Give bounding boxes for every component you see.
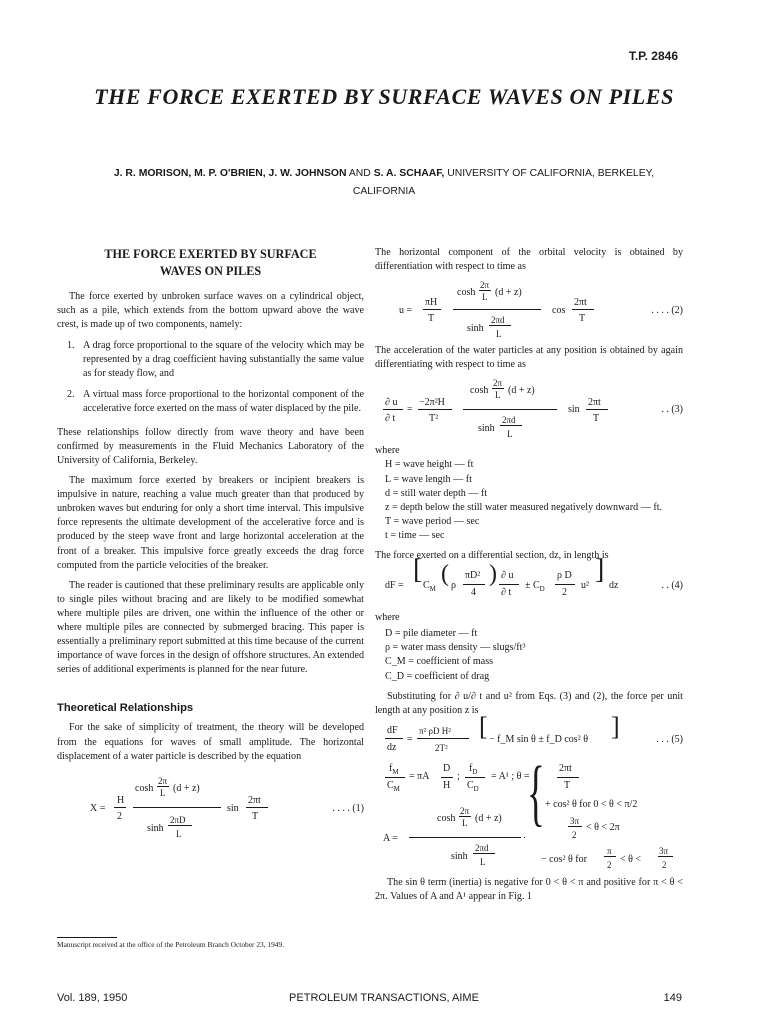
equation-1 xyxy=(57,774,364,844)
eq3-sin: sin xyxy=(568,404,580,416)
eq2-twopid: 2πd xyxy=(491,315,505,326)
eq3-l: L xyxy=(495,390,501,401)
footer-page-number: 149 xyxy=(663,992,682,1004)
eq2-cosh: cosh xyxy=(457,287,476,299)
footer-volume: Vol. 189, 1950 xyxy=(57,992,128,1004)
list-item xyxy=(67,388,364,416)
eq2-l2: L xyxy=(496,329,502,340)
eq1-sin: sin xyxy=(227,802,239,814)
eq4-bracket-open: [ xyxy=(413,554,423,586)
eq2-lhs: u = xyxy=(399,305,413,317)
eq3-sinh: sinh xyxy=(478,423,495,435)
definition-item: t = time — sec xyxy=(385,529,445,541)
eq7-brace: { xyxy=(527,751,545,834)
eq5-bracket-close: ] xyxy=(611,711,620,741)
author-affiliation: UNIVERSITY OF CALIFORNIA, BERKELEY, xyxy=(447,168,655,179)
definition-item: C_M = coefficient of mass xyxy=(385,656,494,668)
section-heading-line-2: WAVES ON PILES xyxy=(159,264,262,278)
eq3-cosh: cosh xyxy=(470,385,489,397)
eq6-rest: = A¹ ; θ = xyxy=(491,770,530,782)
eq2-pih: πH xyxy=(425,297,438,309)
eq2-cos: cos xyxy=(552,305,566,317)
paper-number: T.P. 2846 xyxy=(628,49,678,63)
eq1-l: L xyxy=(160,787,166,798)
eq7-l2: L xyxy=(480,856,486,867)
eq4-dt: ∂ t xyxy=(501,587,512,599)
definition-item: d = still water depth — ft xyxy=(385,487,488,499)
eq2-twopit: 2πt xyxy=(574,297,587,309)
equation-7: A = cosh 2π L (d + z) sinh 2πd L · { + cos² θ for 0 < θ < π/2 3π 2 < θ < 2π − cos² θ for π 2 < θ < 3π 2 xyxy=(375,798,683,874)
eq7-twopi: 2π xyxy=(460,805,470,816)
section-heading xyxy=(57,246,364,280)
author-and: AND xyxy=(348,168,371,179)
list-text: A drag force proportional to the square of the velocity which may be represented by a drag coefficient having substantially the same value as for steady flow, and xyxy=(83,340,364,380)
component-list xyxy=(57,339,364,415)
equation-6: $f_M$ $C_M$ = πA D H ; $f_D$ $C_D$ = A¹ ; θ = 2πt T xyxy=(375,762,683,796)
variable-definitions-2 xyxy=(375,627,683,683)
eq6-pia: = πA xyxy=(409,770,430,782)
where-label-2: where xyxy=(375,612,400,624)
eq3-du: ∂ u xyxy=(385,397,398,409)
eq7-case-2-num: 3π xyxy=(570,815,580,826)
eq5-number: . . . (5) xyxy=(656,733,683,745)
eq4-pid2: πD² xyxy=(465,570,481,582)
eq1-cosh: cosh xyxy=(135,782,154,794)
eq4-cd: ± $C_D$ xyxy=(525,580,545,594)
author-names: J. R. MORISON, M. P. O'BRIEN, J. W. JOHNSON xyxy=(113,168,347,179)
eq1-number: . . . . (1) xyxy=(332,802,364,814)
equation-2 xyxy=(375,278,683,340)
paragraph-acceleration: The acceleration of the water particles at any position is obtained by again differentiating with respect to time as xyxy=(375,345,683,371)
where-label: where xyxy=(375,445,400,457)
eq2-t: T xyxy=(428,313,435,325)
eq7-case-3-pi: π xyxy=(607,845,612,856)
eq4-number: . . (4) xyxy=(661,580,683,592)
definition-item: L = wave length — ft xyxy=(385,473,472,485)
eq2-number: . . . . (2) xyxy=(651,305,683,317)
eq3-t: T xyxy=(593,413,600,425)
paragraph-sin-term: The sin θ term (inertia) is negative for 0 < θ < π and positive for π < θ < 2π. Values of A and A¹ appear in Fig. 1 xyxy=(375,876,683,902)
footer-journal: PETROLEUM TRANSACTIONS, AIME xyxy=(289,992,479,1004)
definition-item: C_D = coefficient of drag xyxy=(385,670,490,682)
eq3-twopid: 2πd xyxy=(502,415,516,426)
list-number: 2. xyxy=(67,388,75,400)
eq4-four: 4 xyxy=(471,587,476,599)
paragraph-relationships: These relationships follow directly from wave theory and have been confirmed by measurements in the Fluid Mechanics Laboratory of the University of California, Berkeley. xyxy=(57,426,364,466)
eq7-sinh: sinh xyxy=(451,850,468,862)
eq3-twopit: 2πt xyxy=(588,397,601,409)
paper-title: THE FORCE EXERTED BY SURFACE WAVES ON PILES xyxy=(94,84,674,109)
definition-item: T = wave period — sec xyxy=(385,515,480,527)
eq3-number: . . (3) xyxy=(661,404,683,416)
eq4-two: 2 xyxy=(562,587,567,599)
eq2-t2: T xyxy=(579,313,586,325)
author-last: S. A. SCHAAF, xyxy=(373,168,445,179)
eq7-twopid: 2πd xyxy=(475,842,489,853)
list-item xyxy=(67,339,364,381)
eq6-fd: $f_D$ xyxy=(469,762,478,776)
eq1-t: T xyxy=(252,810,259,822)
list-number: 1. xyxy=(67,340,75,352)
paragraph-theory: For the sake of simplicity of treatment, the theory will be developed from the equations for waves of small amplitude. The horizontal displacement of a water particle is described by the equation xyxy=(57,722,364,762)
eq6-t: T xyxy=(564,779,571,791)
definition-item: z = depth below the still water measured negatively downward — ft. xyxy=(385,501,663,513)
eq7-case-3-3pi: 3π xyxy=(659,845,669,856)
definition-item: H = wave height — ft xyxy=(385,459,474,471)
eq4-du: ∂ u xyxy=(501,570,514,582)
paragraph-intro: The force exerted by unbroken surface waves on a cylindrical object, such as a pile, which extends from the bottom upward above the wave crest, is made up of two components, namely: xyxy=(57,291,364,331)
definition-item: ρ = water mass density — slugs/ft³ xyxy=(385,642,526,654)
equation-3 xyxy=(375,376,683,440)
eq4-rho: ρ xyxy=(451,580,456,592)
eq5-denominator: 2T² xyxy=(435,742,448,753)
left-column xyxy=(57,246,364,844)
equation-5: dF dz = π² ρD H² 2T² [ − f_M sin θ ± f_D cos² θ ] . . . (5) xyxy=(375,722,683,760)
eq3-twopi: 2π xyxy=(493,378,503,389)
definition-item: D = pile diameter — ft xyxy=(385,628,478,640)
eq4-u2: u² xyxy=(581,580,589,592)
eq1-h: H xyxy=(117,794,125,806)
eq4-paren-open: ( xyxy=(441,561,449,588)
eq5-dz: dz xyxy=(387,741,397,753)
list-text: A virtual mass force proportional to the horizontal component of the accelerative force exerted on the mass of water displaced by the pile. xyxy=(83,388,364,414)
eq7-dz: (d + z) xyxy=(475,812,502,824)
eq6-twopit: 2πt xyxy=(559,762,572,774)
eq6-h: H xyxy=(443,779,451,791)
eq7-case-3-two: 2 xyxy=(607,859,612,870)
eq4-paren-close: ) xyxy=(489,561,497,588)
eq1-two: 2 xyxy=(117,810,122,822)
eq7-cosh: cosh xyxy=(437,812,456,824)
eq7-l: L xyxy=(462,817,468,828)
eq1-l2: L xyxy=(176,828,182,839)
eq4-dz: dz xyxy=(609,580,619,592)
eq2-l: L xyxy=(482,292,488,303)
author-block xyxy=(60,165,708,201)
author-affiliation-2: CALIFORNIA xyxy=(352,186,416,197)
footnote: Manuscript received at the office of the Petroleum Branch October 23, 1949. xyxy=(57,940,285,949)
paragraph-differential: The force exerted on a differential section, dz, in length is xyxy=(375,550,609,562)
eq4-lhs: dF = xyxy=(385,580,404,592)
eq7-case-1: + cos² θ for 0 < θ < π/2 xyxy=(545,798,638,810)
eq7-case-3-ineq: < θ < xyxy=(620,853,642,865)
eq4-cm: $C_M$ xyxy=(423,580,436,594)
eq6-d: D xyxy=(443,762,451,774)
paragraph-substituting: Substituting for ∂ u/∂ t and u² from Eqs. (3) and (2), the force per unit length at any position z is xyxy=(375,690,683,716)
eq4-bracket-close: ] xyxy=(595,554,605,586)
eq3-numerator: −2π²H xyxy=(419,397,445,409)
eq1-twopid: 2πD xyxy=(170,814,186,825)
eq7-case-3-two-b: 2 xyxy=(662,859,667,870)
eq5-numerator: π² ρD H² xyxy=(419,725,451,736)
eq3-dt: ∂ t xyxy=(385,413,396,425)
paragraph-caution: The reader is cautioned that these preliminary results are applicable only to single piles without bracing and are likely to be modified somewhat where multiple piles are driven, one within the influence of the other or where multiple piles are connected by submerged bracing. This paper is essentially a preliminary report submitted at this time because of the current importance of wave forces in the design of offshore structures. An extended series of additional experiments is planned for the near future. xyxy=(57,579,364,676)
eq5-bracket-open: [ xyxy=(479,711,488,741)
eq6-cd: $C_D$ xyxy=(467,779,479,793)
eq6-fm: $f_M$ xyxy=(389,762,399,776)
eq1-twopit: 2πt xyxy=(248,794,261,806)
eq1-lhs: X = xyxy=(90,802,106,814)
subsection-heading: Theoretical Relationships xyxy=(57,702,194,715)
eq7-case-2-den: 2 xyxy=(572,829,577,840)
eq3-dz: (d + z) xyxy=(508,385,535,397)
eq7-lhs: A = xyxy=(383,832,398,844)
eq3-equals: = xyxy=(407,404,413,416)
section-heading-line-1: THE FORCE EXERTED BY SURFACE xyxy=(104,247,317,261)
eq6-cm: $C_M$ xyxy=(387,779,400,793)
eq7-case-3: − cos² θ for xyxy=(541,853,587,865)
eq7-case-2: < θ < 2π xyxy=(586,821,620,833)
eq4-rhod: ρ D xyxy=(557,570,572,582)
paragraph-velocity: The horizontal component of the orbital velocity is obtained by differentiation with respect to time as xyxy=(375,247,683,273)
eq2-dz: (d + z) xyxy=(495,287,522,299)
eq1-twopi: 2π xyxy=(158,775,168,786)
footnote-rule xyxy=(57,937,117,938)
eq1-sinh: sinh xyxy=(147,822,164,834)
eq5-body: − f_M sin θ ± f_D cos² θ xyxy=(489,733,588,745)
eq2-twopi: 2π xyxy=(480,280,490,291)
eq3-t2: T² xyxy=(429,413,439,425)
variable-definitions xyxy=(375,458,683,543)
eq5-df: dF xyxy=(387,724,398,736)
eq2-sinh: sinh xyxy=(467,323,484,335)
paragraph-breakers: The maximum force exerted by breakers or incipient breakers is impulsive in nature, reaching a value much greater than that produced by unbroken waves but enduring for only a short time interval. This impulsive force represents the ultimate development of the accelerative force and is produced by the steep wave front and large horizontal acceleration at the front of a breaker. This impulsive force greatly exceeds the drag force computed from the particle velocities of the breaker. xyxy=(57,475,364,571)
eq1-dz: (d + z) xyxy=(173,782,200,794)
eq3-l2: L xyxy=(507,429,513,440)
right-column xyxy=(375,246,683,904)
